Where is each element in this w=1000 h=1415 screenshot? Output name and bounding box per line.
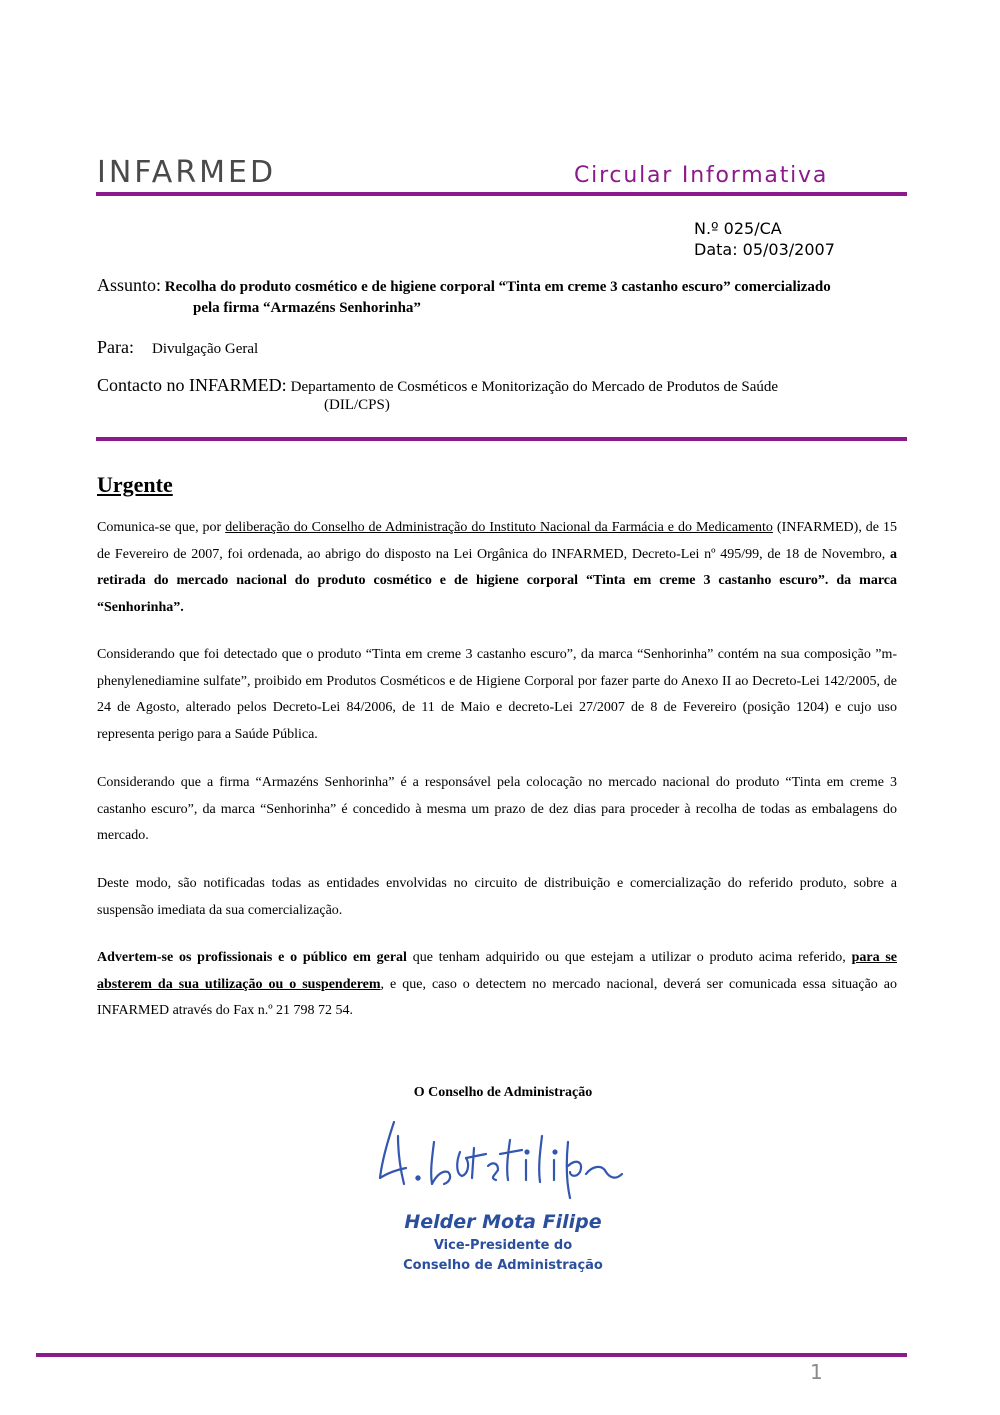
contact-line-1: Departamento de Cosméticos e Monitorização do Mercado de Produtos de Saúde (290, 379, 779, 395)
section-rule (96, 437, 907, 441)
page-number: 1 (810, 1360, 823, 1384)
circular-date: Data: 05/03/2007 (694, 240, 835, 259)
to-value: Divulgação Geral (151, 341, 259, 357)
contact-block (97, 375, 927, 414)
contact-label: Contacto no INFARMED: (97, 375, 287, 395)
paragraph-4: Deste modo, são notificadas todas as entidades envolvidas no circuito de distribuição e comercialização do referido produto, sobre a suspensão imediata da sua comercialização. (97, 876, 897, 918)
signatory-role-2: Conselho de Administração (403, 1258, 603, 1273)
handwritten-signature (370, 1118, 630, 1200)
p1-text-middle: (INFARMED), de 15 de Fevereiro de 2007, foi ordenada, ao abrigo do disposto na Lei Orgânica do INFARMED, Decreto-Lei nº 495/99, de 18 de Novembro, (97, 520, 897, 562)
paragraph-1 (97, 515, 897, 621)
to-block (97, 337, 258, 358)
contact-line-2: (DIL/CPS) (324, 397, 390, 413)
p5-text-end: , e que, caso o detectem no mercado nacional, deverá ser comunicada essa situação ao INFARMED através do Fax n.º 21 798 72 54. (97, 976, 897, 1018)
board-label: O Conselho de Administração (413, 1085, 593, 1100)
header-rule (96, 192, 907, 196)
paragraph-2: Considerando que foi detectado que o produto “Tinta em creme 3 castanho escuro”, da marca “Senhorinha” contém na sua composição ”m-phenylenediamine sulfate”, proibido em Produtos Cosméticos e de Higiene Corporal por fazer parte do Anexo II ao Decreto-Lei 142/2005, de 24 de Agosto, alterado pelos Decreto-Lei 84/2006, de 11 de Maio e decreto-Lei 27/2007 de 8 de Fevereiro (posição 1204) e cujo uso representa perigo para a Saúde Pública. (97, 647, 897, 742)
circular-number: N.º 025/CA (694, 219, 782, 238)
p1-withdrawal-statement: a retirada do mercado nacional do produto cosmético e de higiene corporal “Tinta em creme 3 castanho escuro”. da marca “Senhorinha”. (97, 546, 897, 615)
subject-block (97, 275, 927, 319)
p5-abstain-instruction: para se absterem da sua utilização ou o suspenderem (97, 950, 898, 992)
footer-rule (36, 1353, 907, 1357)
paragraph-3: Considerando que a firma “Armazéns Senhorinha” é a responsável pela colocação no mercado nacional do produto “Tinta em creme 3 castanho escuro”, da marca “Senhorinha” é concedido à mesma um prazo de dez dias para proceder à recolha de todas as embalagens do mercado. (97, 775, 897, 843)
p1-text-start: Comunica-se que, por (97, 520, 226, 535)
subject-line-1: Recolha do produto cosmético e de higiene corporal “Tinta em creme 3 castanho escuro” comercializado (164, 279, 831, 295)
signatory-role-1: Vice-Presidente do (433, 1238, 573, 1253)
subject-label: Assunto: (97, 275, 162, 295)
doc-type-title: Circular Informativa (574, 163, 829, 188)
p5-warning-lead: Advertem-se os profissionais e o público em geral (97, 950, 407, 965)
deliberation-reference: deliberação do Conselho de Administração do Instituto Nacional da Farmácia e do Medicamento (225, 520, 773, 535)
to-label: Para: (97, 337, 134, 357)
urgent-heading: Urgente (97, 472, 173, 497)
signatory-name: Helder Mota Filipe (404, 1211, 602, 1233)
subject-line-2: pela firma “Armazéns Senhorinha” (193, 300, 421, 316)
org-title: INFARMED (97, 155, 277, 190)
p5-text-middle: que tenham adquirido ou que estejam a utilizar o produto acima referido, (406, 950, 852, 965)
paragraph-5 (97, 945, 897, 1025)
